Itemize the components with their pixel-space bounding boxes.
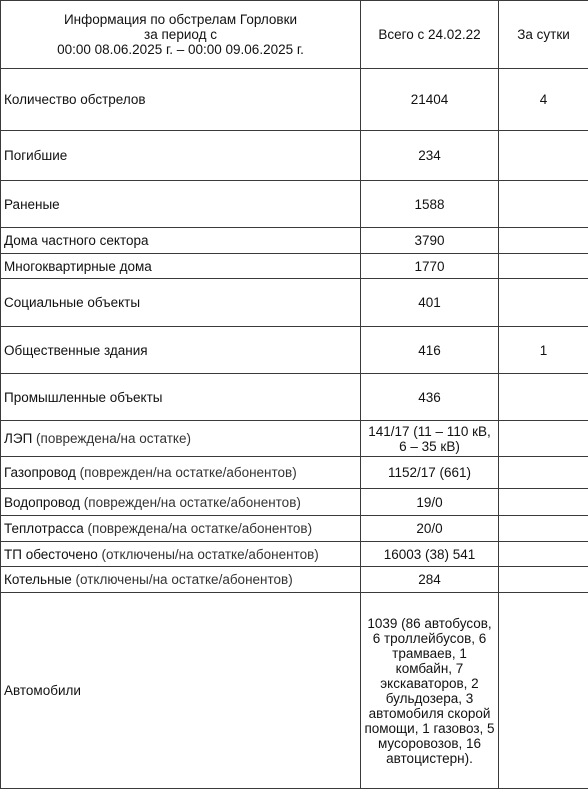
row-total: 1152/17 (661) (361, 457, 499, 489)
title-line-3: 00:00 08.06.2025 г. – 00:00 09.06.2025 г. (57, 42, 304, 57)
title-line-2: за период с (144, 27, 217, 42)
column-header-day: За сутки (499, 1, 588, 69)
row-total: 3790 (361, 228, 499, 254)
row-day (499, 567, 588, 593)
row-day (499, 254, 588, 279)
row-label: Автомобили (1, 593, 361, 789)
table-row (1, 279, 588, 327)
table-row (1, 131, 588, 181)
row-day: 4 (499, 69, 588, 131)
row-label: Промышленные объекты (1, 374, 361, 421)
row-total: 1039 (86 автобусов, 6 троллейбусов, 6 трамваев, 1 комбайн, 7 экскаваторов, 2 бульдозера, 3 автомобиля скорой помощи, 1 газовоз, 5 мусоровозов, 16 автоцистерн). (361, 593, 499, 789)
row-total: 141/17 (11 – 110 кВ, 6 – 35 кВ) (361, 421, 499, 457)
row-day: 1 (499, 327, 588, 374)
row-day (499, 489, 588, 516)
report-title (1, 1, 361, 69)
row-day (499, 593, 588, 789)
row-label: Раненые (1, 181, 361, 228)
table-row (1, 327, 588, 374)
row-label: Газопровод (поврежден/на остатке/абонентов) (1, 457, 361, 489)
table-row (1, 567, 588, 593)
row-label: Общественные здания (1, 327, 361, 374)
row-label: ЛЭП (повреждена/на остатке) (1, 421, 361, 457)
row-label: Погибшие (1, 131, 361, 181)
row-total: 284 (361, 567, 499, 593)
table-row (1, 69, 588, 131)
row-total: 16003 (38) 541 (361, 542, 499, 567)
row-label: Водопровод (поврежден/на остатке/абонентов) (1, 489, 361, 516)
row-label: Теплотрасса (повреждена/на остатке/абонентов) (1, 516, 361, 542)
row-total: 401 (361, 279, 499, 327)
row-total: 1588 (361, 181, 499, 228)
row-day (499, 374, 588, 421)
row-label: Количество обстрелов (1, 69, 361, 131)
table-row (1, 593, 588, 789)
table-row (1, 457, 588, 489)
row-total: 19/0 (361, 489, 499, 516)
row-label: Дома частного сектора (1, 228, 361, 254)
table-row (1, 254, 588, 279)
row-total: 20/0 (361, 516, 499, 542)
row-label: Социальные объекты (1, 279, 361, 327)
row-total: 21404 (361, 69, 499, 131)
row-total: 1770 (361, 254, 499, 279)
table-row (1, 542, 588, 567)
row-day (499, 421, 588, 457)
row-day (499, 279, 588, 327)
row-label: ТП обесточено (отключены/на остатке/абонентов) (1, 542, 361, 567)
row-label: Котельные (отключены/на остатке/абонентов) (1, 567, 361, 593)
row-day (499, 228, 588, 254)
table-row (1, 228, 588, 254)
row-day (499, 542, 588, 567)
row-label: Многоквартирные дома (1, 254, 361, 279)
row-day (499, 457, 588, 489)
header-row (1, 1, 588, 69)
table-row (1, 374, 588, 421)
table-row (1, 489, 588, 516)
title-line-1: Информация по обстрелам Горловки (63, 12, 298, 27)
row-day (499, 516, 588, 542)
row-total: 436 (361, 374, 499, 421)
row-day (499, 131, 588, 181)
row-total: 416 (361, 327, 499, 374)
row-total: 234 (361, 131, 499, 181)
column-header-total: Всего с 24.02.22 (361, 1, 499, 69)
table-row (1, 421, 588, 457)
row-day (499, 181, 588, 228)
table-row (1, 516, 588, 542)
table-row (1, 181, 588, 228)
